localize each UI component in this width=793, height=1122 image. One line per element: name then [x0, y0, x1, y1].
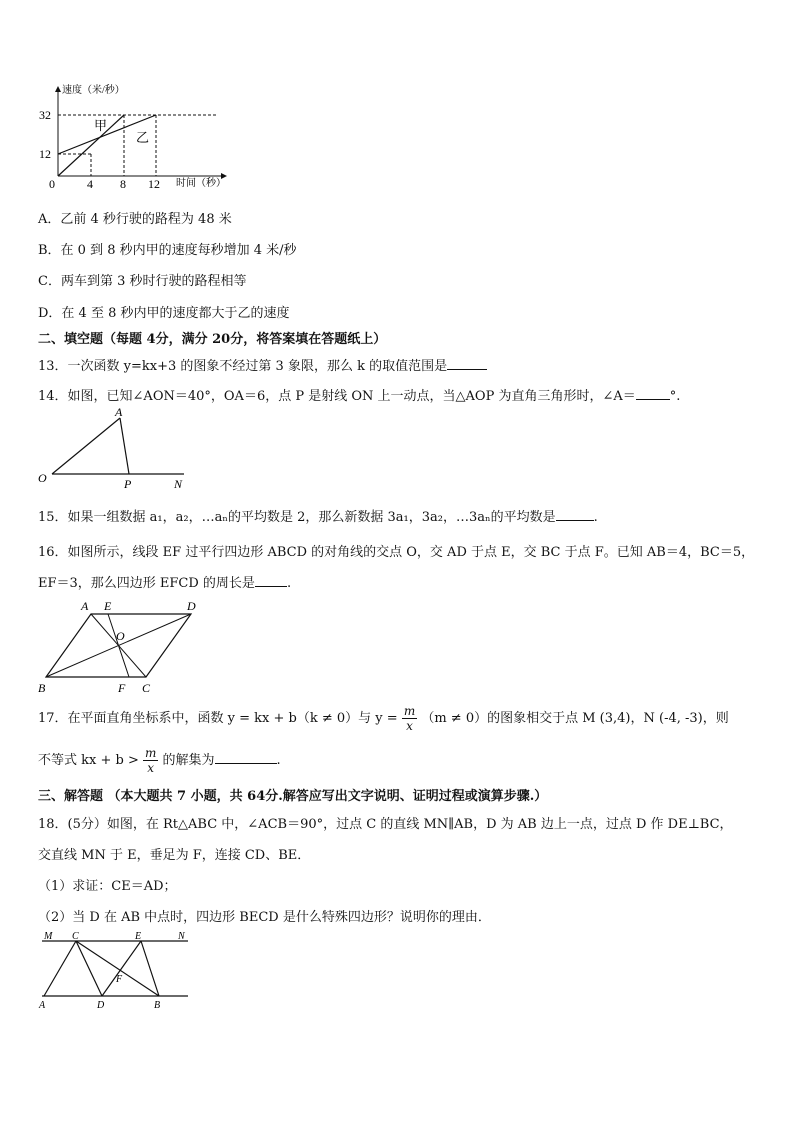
label-jia: 甲: [94, 118, 108, 133]
label-b: B: [154, 1000, 161, 1011]
label-d: D: [187, 599, 196, 613]
label-a: A: [81, 599, 89, 613]
q16-answer-blank[interactable]: [255, 574, 287, 587]
q16-text: EF＝3，那么四边形 EFCD 的周长是: [38, 576, 255, 591]
q17-end: .: [276, 753, 281, 768]
section2-title: 二、填空题（每题 4分，满分 20分，将答案填在答题纸上）: [38, 332, 387, 347]
section3-title: 三、解答题 （本大题共 7 小题，共 64分.解答应写出文字说明、证明过程或演算步骤.）: [38, 789, 548, 804]
label-yi: 乙: [136, 130, 150, 145]
q17-part1: 17．在平面直角坐标系中，函数 y = kx + b（k ≠ 0）与 y =: [38, 711, 398, 726]
q17-line2: [38, 746, 281, 775]
parallelogram-figure: [36, 598, 206, 696]
fraction-m-over-x-2: $\frac{m}{x}$: [145, 746, 157, 775]
triangle-aop-figure: [36, 404, 196, 492]
origin-label: 0: [49, 177, 55, 191]
q16-line1: 16．如图所示，线段 EF 过平行四边形 ABCD 的对角线的交点 O，交 AD 于点 E，交 BC 于点 F。已知 AB＝4，BC＝5，: [38, 545, 755, 560]
label-a: A: [115, 405, 123, 419]
q17-answer-blank[interactable]: [215, 751, 277, 764]
q14-text: 14．如图，已知∠AON＝40°，OA＝6，点 P 是射线 ON 上一动点，当△AOP 为直角三角形时，∠A＝: [38, 389, 636, 404]
q18-part1: （1）求证：CE＝AD；: [38, 879, 177, 894]
q18-line2: 交直线 MN 于 E，垂足为 F，连接 CD、BE．: [38, 848, 311, 863]
label-b: B: [38, 681, 46, 695]
label-n: N: [174, 477, 183, 491]
label-f: F: [118, 681, 126, 695]
y-axis-label: 速度（米/秒）: [62, 85, 125, 96]
q15-text: 15．如果一组数据 a₁，a₂，…aₙ的平均数是 2，那么新数据 3a₁，3a₂，…3aₙ的平均数是: [38, 510, 556, 525]
label-e: E: [135, 931, 142, 942]
y-tick-32: 32: [39, 108, 51, 122]
x-axis-label: 时间（秒）: [176, 178, 226, 189]
label-m: M: [44, 931, 53, 942]
q15: [38, 506, 598, 525]
q14: [38, 385, 680, 404]
label-p: P: [124, 477, 132, 491]
q13: [38, 355, 487, 374]
label-a: A: [39, 1000, 46, 1011]
q16-suffix: .: [286, 576, 292, 591]
x-tick-8: 8: [120, 177, 126, 191]
x-tick-4: 4: [87, 177, 93, 191]
q18-part2: （2）当 D 在 AB 中点时，四边形 BECD 是什么特殊四边形？说明你的理由．: [38, 910, 491, 925]
q12-option-b: B．在 0 到 8 秒内甲的速度每秒增加 4 米/秒: [38, 243, 297, 258]
label-c: C: [142, 681, 151, 695]
label-n: N: [178, 931, 185, 942]
q12-option-d: D．在 4 至 8 秒内甲的速度都大于乙的速度: [38, 306, 290, 321]
right-triangle-figure: [36, 930, 196, 1012]
q12-option-a: A．乙前 4 秒行驶的路程为 48 米: [38, 212, 232, 227]
label-e: E: [104, 599, 112, 613]
q17-line1: [38, 704, 729, 733]
q13-text: 13．一次函数 y=kx+3 的图象不经过第 3 象限，那么 k 的取值范围是: [38, 359, 448, 374]
label-f: F: [116, 974, 123, 985]
q14-suffix: °.: [669, 389, 681, 404]
q18-line1: 18．(5分）如图，在 Rt△ABC 中，∠ACB＝90°，过点 C 的直线 MN∥AB，D 为 AB 边上一点，过点 D 作 DE⊥BC，: [38, 817, 733, 832]
q13-answer-blank[interactable]: [447, 357, 487, 370]
q16-line2: [38, 572, 291, 591]
y-tick-12: 12: [39, 147, 51, 161]
q12-option-c: C．两车到第 3 秒时行驶的路程相等: [38, 274, 247, 289]
label-c: C: [72, 931, 79, 942]
label-o: O: [38, 471, 47, 485]
x-tick-12: 12: [148, 177, 160, 191]
q15-suffix: .: [593, 510, 598, 525]
q14-answer-blank[interactable]: [636, 387, 670, 400]
speed-time-graph: [36, 80, 236, 195]
q15-answer-blank[interactable]: [556, 508, 594, 521]
label-o: O: [116, 629, 125, 643]
q17-part2: （m ≠ 0）的图象相交于点 M (3,4)，N (-4, -3)，则: [421, 711, 729, 726]
fraction-m-over-x: $\frac{m}{x}$: [403, 704, 416, 733]
label-d: D: [97, 1000, 105, 1011]
q17-inequality: 不等式 kx + b >: [38, 753, 139, 768]
q17-text: 的解集为: [162, 753, 215, 768]
